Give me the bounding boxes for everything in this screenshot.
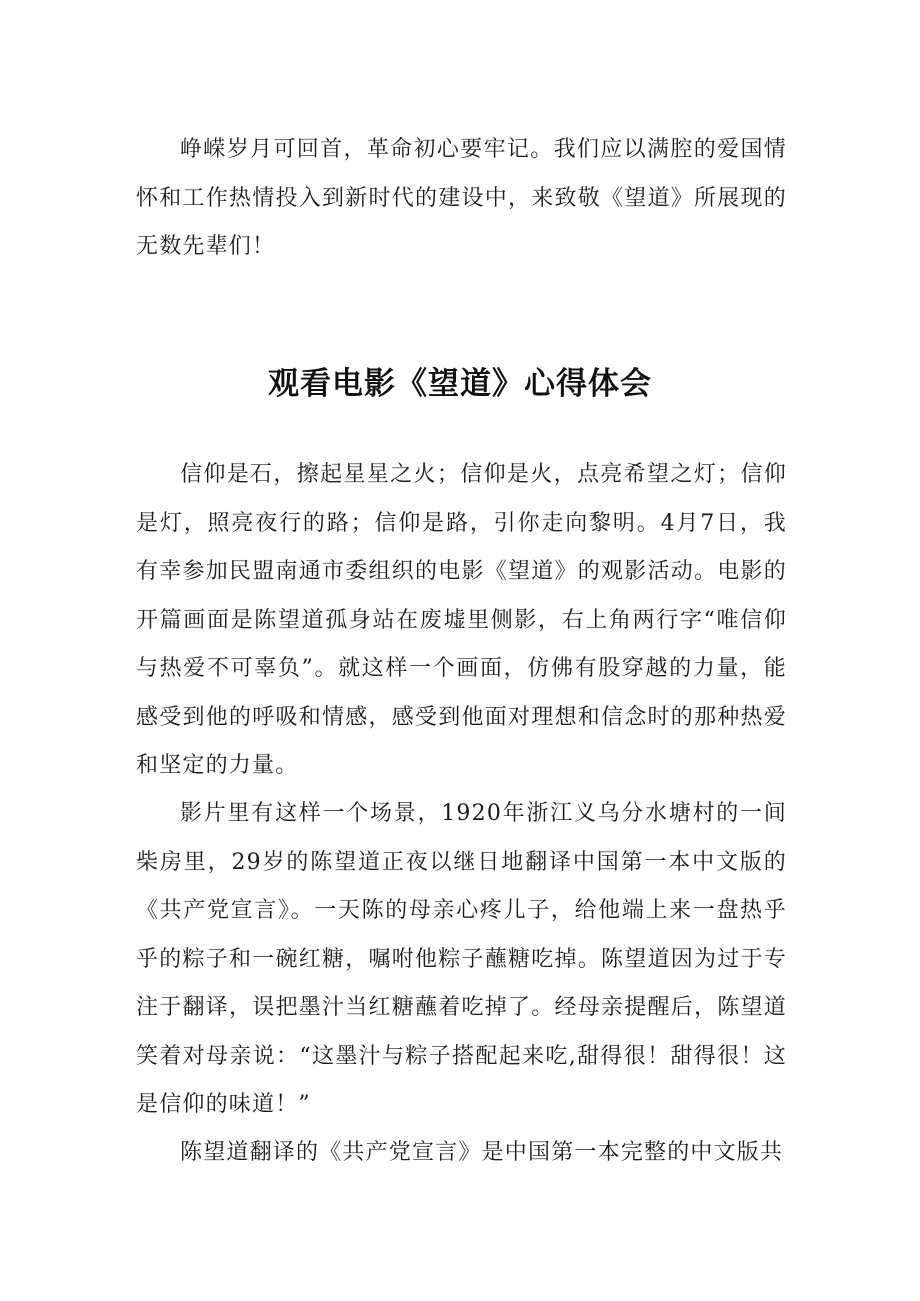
body-paragraph-3: 陈望道翻译的《共产党宣言》是中国第一本完整的中文版共 <box>180 1140 784 1165</box>
body-paragraph-2: 影片里有这样一个场景，1920年浙江义乌分水塘村的一间柴房里，29岁的陈望道正夜以继日地翻译中国第一本中文版的《共产党宣言》。一天陈的母亲心疼儿子，给他端上来一盘热乎乎的粽子和一碗红糖，嘱咐他粽子蘸糖吃掉。陈望道因为过于专注于翻译，误把墨汁当红糖蘸着吃掉了。经母亲提醒后，陈望道笑着对母亲说：“这墨汁与粽子搭配起来吃,甜得很！甜得很！这是信仰的味道！” <box>136 801 787 1117</box>
article-title: 观看电影《望道》心得体会 <box>268 366 652 402</box>
intro-paragraph: 峥嵘岁月可回首，革命初心要牢记。我们应以满腔的爱国情怀和工作热情投入到新时代的建设中，来致敬《望道》所展现的无数先辈们！ <box>136 137 787 259</box>
body-paragraph-1: 信仰是石，擦起星星之火；信仰是火，点亮希望之灯；信仰是灯，照亮夜行的路；信仰是路，引你走向黎明。4月7日，我有幸参加民盟南通市委组织的电影《望道》的观影活动。电影的开篇画面是陈望道孤身站在废墟里侧影，右上角两行字“唯信仰与热爱不可辜负”。就这样一个画面，仿佛有股穿越的力量，能感受到他的呼吸和情感，感受到他面对理想和信念时的那种热爱和坚定的力量。 <box>136 462 787 778</box>
